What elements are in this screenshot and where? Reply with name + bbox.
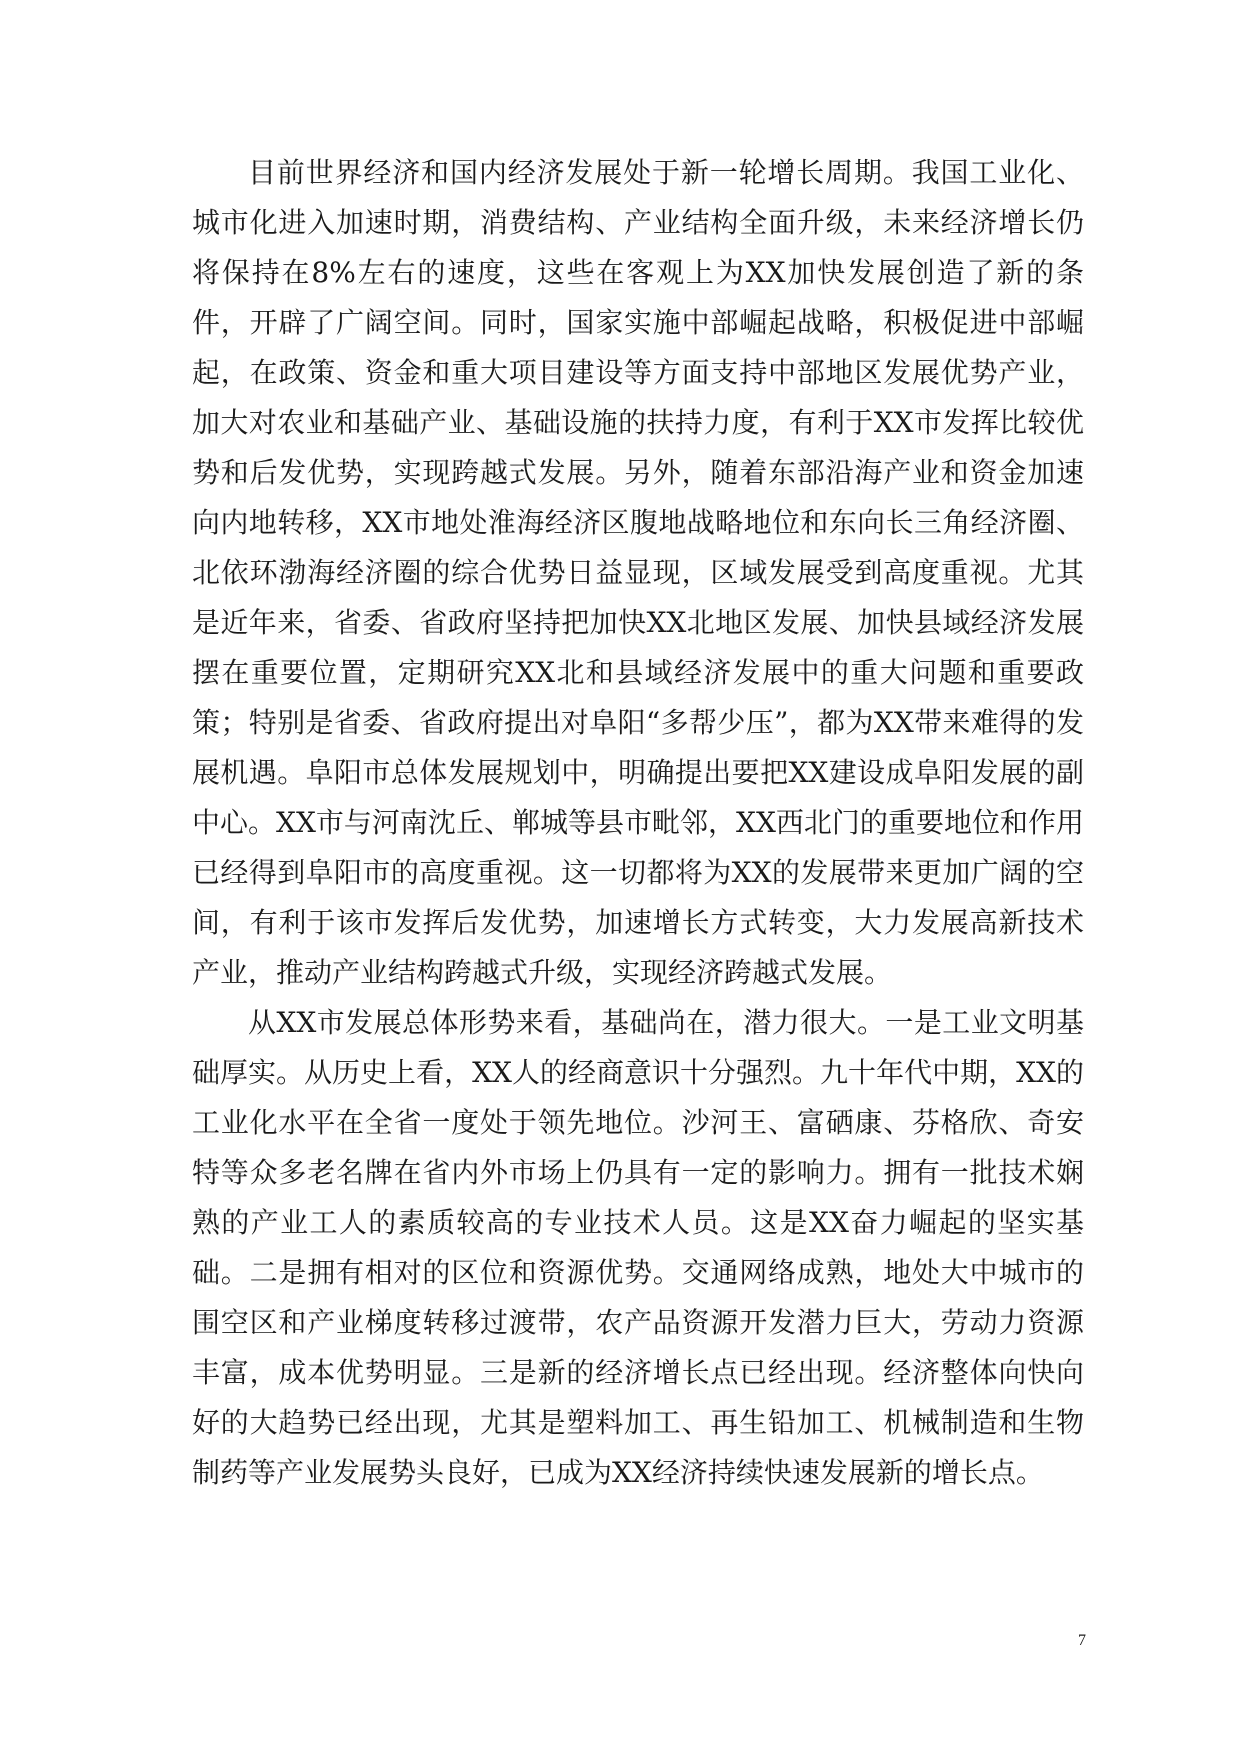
page-number: 7 bbox=[1078, 1632, 1086, 1649]
body-text bbox=[192, 148, 1084, 1498]
paragraph-foundation: 从XX市发展总体形势来看，基础尚在，潜力很大。一是工业文明基础厚实。从历史上看，XX人的经商意识十分强烈。九十年代中期，XX的工业化水平在全省一度处于领先地位。沙河王、富硒康、芬格欣、奇安特等众多老名牌在省内外市场上仍具有一定的影响力。拥有一批技术娴熟的产业工人的素质较高的专业技术人员。这是XX奋力崛起的坚实基础。二是拥有相对的区位和资源优势。交通网络成熟，地处大中城市的围空区和产业梯度转移过渡带，农产品资源开发潜力巨大，劳动力资源丰富，成本优势明显。三是新的经济增长点已经出现。经济整体向快向好的大趋势已经出现，尤其是塑料加工、再生铅加工、机械制造和生物制药等产业发展势头良好，已成为XX经济持续快速发展新的增长点。 bbox=[192, 1006, 1084, 1489]
paragraph-opportunities: 目前世界经济和国内经济发展处于新一轮增长周期。我国工业化、城市化进入加速时期，消费结构、产业结构全面升级，未来经济增长仍将保持在8%左右的速度，这些在客观上为XX加快发展创造了新的条件，开辟了广阔空间。同时，国家实施中部崛起战略，积极促进中部崛起，在政策、资金和重大项目建设等方面支持中部地区发展优势产业，加大对农业和基础产业、基础设施的扶持力度，有利于XX市发挥比较优势和后发优势，实现跨越式发展。另外，随着东部沿海产业和资金加速向内地转移，XX市地处淮海经济区腹地战略地位和东向长三角经济圈、北依环渤海经济圈的综合优势日益显现，区域发展受到高度重视。尤其是近年来，省委、省政府坚持把加快XX北地区发展、加快县域经济发展摆在重要位置，定期研究XX北和县域经济发展中的重大问题和重要政策；特别是省委、省政府提出对阜阳“多帮少压”，都为XX带来难得的发展机遇。阜阳市总体发展规划中，明确提出要把XX建设成阜阳发展的副中心。XX市与河南沈丘、郸城等县市毗邻，XX西北门的重要地位和作用已经得到阜阳市的高度重视。这一切都将为XX的发展带来更加广阔的空间，有利于该市发挥后发优势，加速增长方式转变，大力发展高新技术产业，推动产业结构跨越式升级，实现经济跨越式发展。 bbox=[192, 156, 1084, 989]
